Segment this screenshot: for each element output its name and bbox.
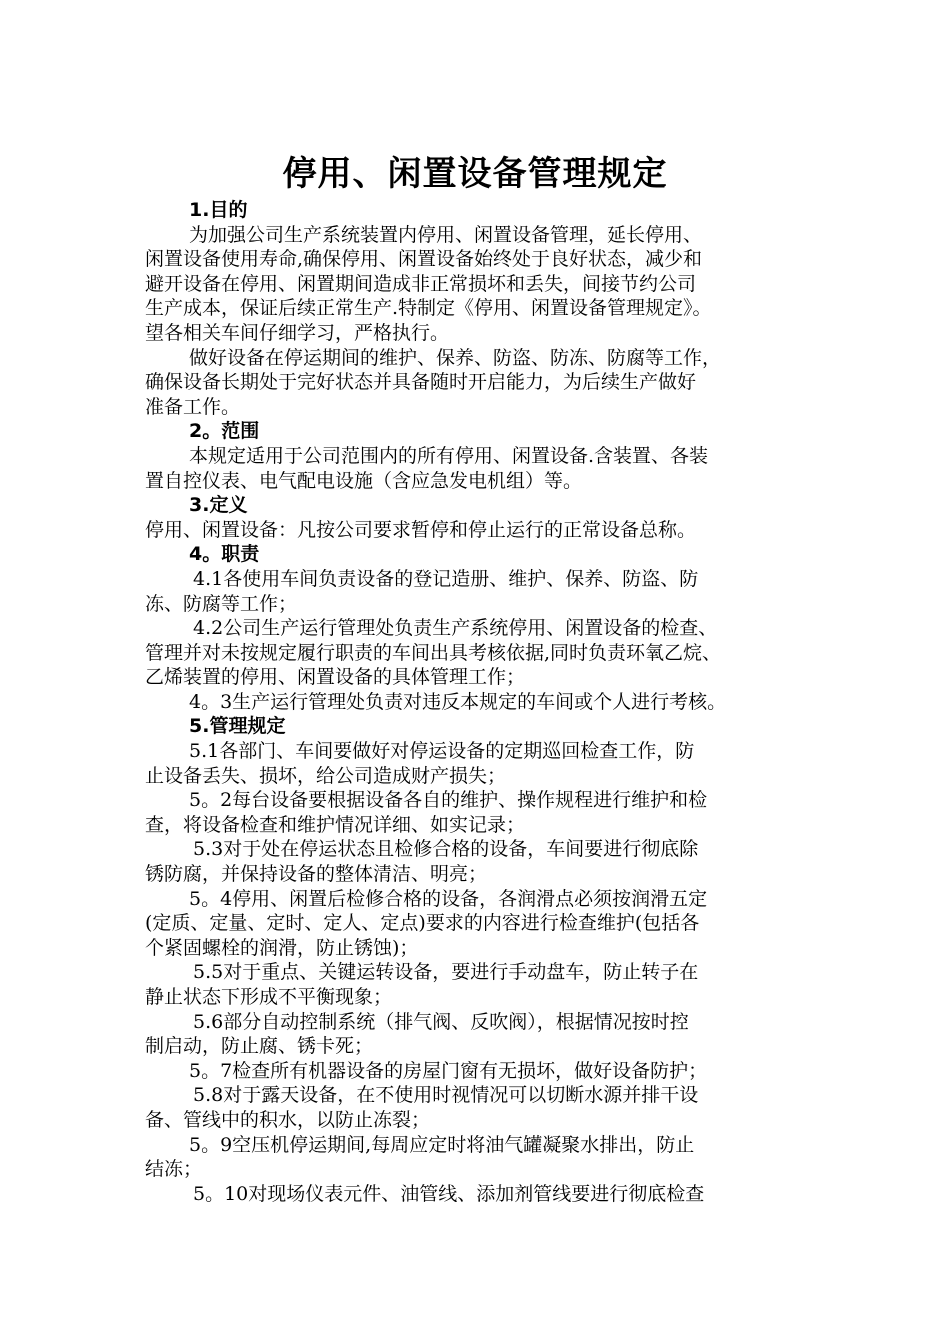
text-line: 望各相关车间仔细学习，严格执行。 [145,321,450,344]
section-heading: 5.管理规定 [189,715,286,738]
text-line: 5。9空压机停运期间,每周应定时将油气罐凝聚水排出，防止 [189,1133,695,1156]
text-line: 静止状态下形成不平衡现象； [145,986,393,1008]
text-line: 备、管线中的积水，以防止冻裂； [145,1108,431,1131]
page-title: 停用、闲置设备管理规定 [282,154,668,194]
text-line: 乙烯装置的停用、闲置设备的具体管理工作； [145,666,526,689]
text-line: 止设备丢失、损坏，给公司造成财产损失； [145,764,507,787]
text-line: 为加强公司生产系统装置内停用、闲置设备管理，延长停用、 [189,223,703,246]
text-line: 制启动，防止腐、锈卡死； [145,1035,374,1058]
text-line: 5.8对于露天设备，在不使用时视情况可以切断水源并排干设 [193,1084,699,1107]
text-line: 5.3对于处在停运状态且检修合格的设备，车间要进行彻底除 [193,838,699,861]
text-line: 5。4停用、闲置后检修合格的设备，各润滑点必须按润滑五定 [189,887,708,910]
section-heading: 4。职责 [189,543,260,566]
document-body [145,198,825,1206]
text-line: (定质、定量、定时、定人、定点)要求的内容进行检查维护(包括各 [145,912,700,935]
text-line: 冻、防腐等工作； [145,592,298,615]
text-line: 置自控仪表、电气配电设施（含应急发电机组）等。 [145,469,583,492]
text-line: 本规定适用于公司范围内的所有停用、闲置设备.含装置、各装 [189,444,709,467]
text-line: 5。10对现场仪表元件、油管线、添加剂管线要进行彻底检查 [193,1182,705,1205]
text-line: 停用、闲置设备：凡按公司要求暂停和停止运行的正常设备总称。 [145,518,697,541]
text-line: 5.5对于重点、关键运转设备，要进行手动盘车，防止转子在 [193,961,699,984]
text-line: 4.2公司生产运行管理处负责生产系统停用、闲置设备的检查、 [193,617,718,640]
text-line: 查，将设备检查和维护情况详细、如实记录； [145,813,526,836]
text-line: 准备工作。 [145,395,241,418]
text-line: 结冻； [145,1158,203,1181]
text-line: 5.1各部门、车间要做好对停运设备的定期巡回检查工作，防 [189,740,695,763]
text-line: 闲置设备使用寿命,确保停用、闲置设备始终处于良好状态，减少和 [145,248,703,271]
text-line: 4。3生产运行管理处负责对违反本规定的车间或个人进行考核。 [189,690,727,713]
section-heading: 3.定义 [189,494,248,517]
text-line: 管理并对未按规定履行职责的车间出具考核依据,同时负责环氧乙烷、 [145,641,722,664]
text-line: 5。2每台设备要根据设备各自的维护、操作规程进行维护和检 [189,789,708,812]
text-line: 5。7检查所有机器设备的房屋门窗有无损坏，做好设备防护； [189,1059,708,1082]
text-line: 避开设备在停用、闲置期间造成非正常损坏和丢失，间接节约公司 [145,272,697,295]
text-line: 个紧固螺栓的润滑，防止锈蚀)； [145,936,419,959]
section-heading: 1.目的 [189,199,248,221]
text-line: 4.1各使用车间负责设备的登记造册、维护、保养、防盗、防 [193,567,699,590]
text-line: 确保设备长期处于完好状态并具备随时开启能力，为后续生产做好 [145,371,697,394]
text-line: 5.6部分自动控制系统（排气阀、反吹阀），根据情况按时控 [193,1010,689,1033]
text-line: 做好设备在停运期间的维护、保养、防盗、防冻、防腐等工作， [189,346,722,369]
text-line: 锈防腐，并保持设备的整体清洁、明亮； [145,863,488,886]
text-line: 生产成本，保证后续正常生产.特制定《停用、闲置设备管理规定》。 [145,297,712,320]
section-heading: 2。范围 [189,420,260,443]
